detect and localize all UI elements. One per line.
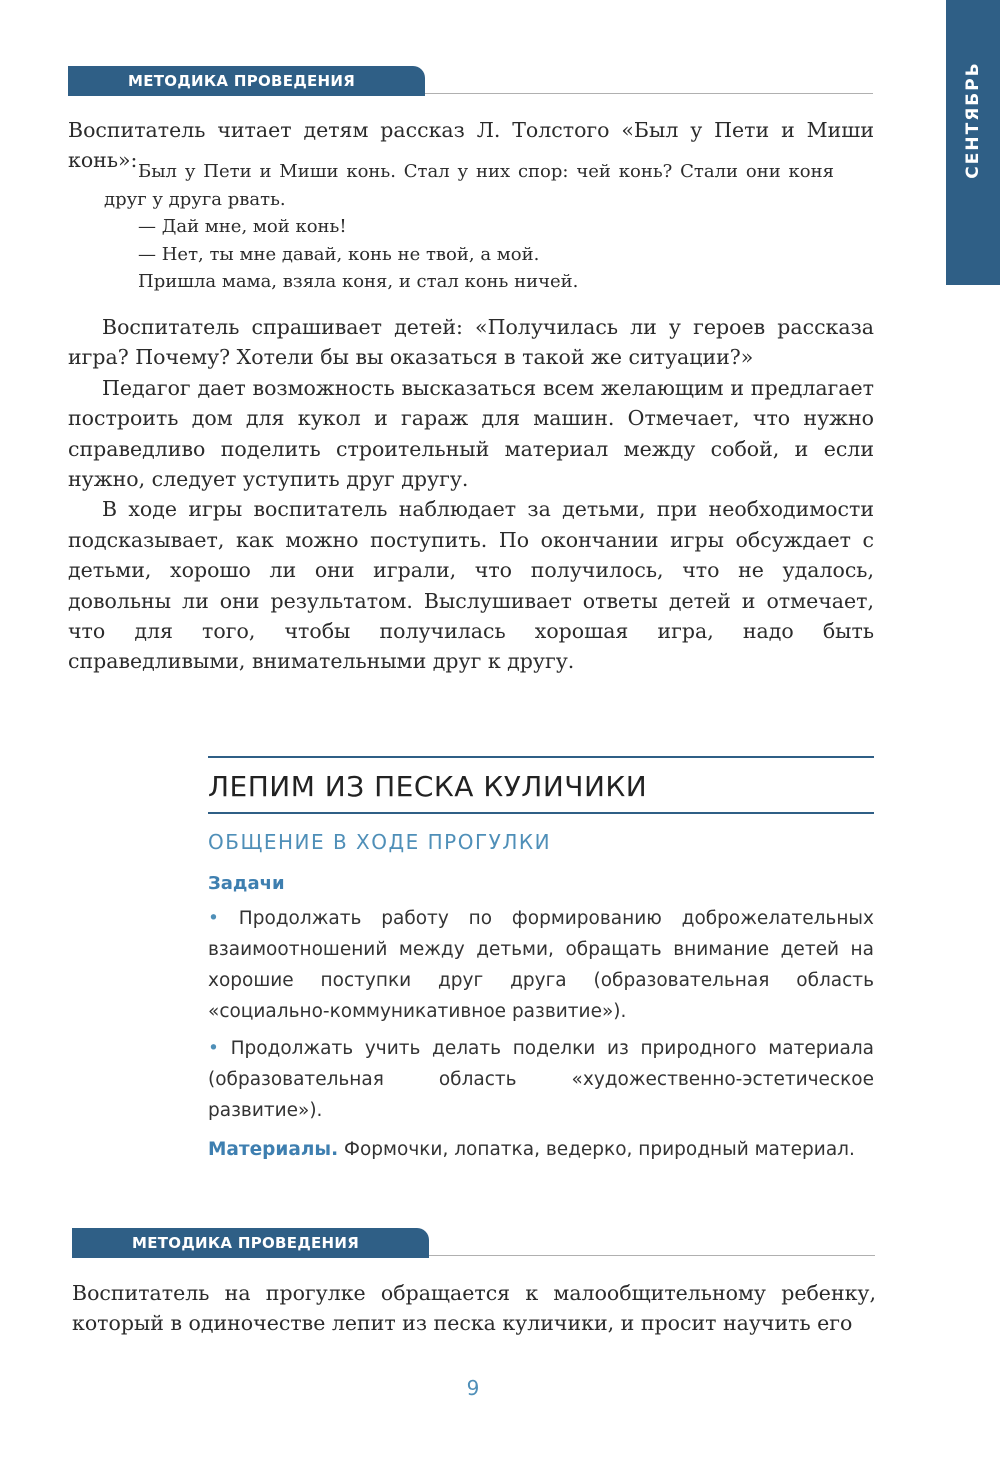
task-item bbox=[208, 1033, 874, 1126]
tasks-list bbox=[208, 903, 874, 1165]
section-title: ЛЕПИМ ИЗ ПЕСКА КУЛИЧИКИ bbox=[208, 770, 648, 803]
method-header-2 bbox=[72, 1228, 875, 1258]
closing-paragraph: Воспитатель на прогулке обращается к малообщительному ребенку, который в одиночестве лепит из песка куличики, и просит научить его bbox=[72, 1281, 876, 1336]
task-text: Продолжать работу по формированию доброжелательных взаимоотношений между детьми, обращать внимание детей на хорошие поступки друг друга (образовательная область «социально-коммуникативное развитие»). bbox=[208, 908, 874, 1022]
materials-paragraph bbox=[208, 1134, 874, 1165]
bullet-icon: • bbox=[208, 908, 219, 929]
month-tab-label: СЕНТЯБРЬ bbox=[963, 61, 983, 179]
story-line: Пришла мама, взяла коня, и стал конь ничей. bbox=[138, 271, 579, 293]
method-header-1-label: МЕТОДИКА ПРОВЕДЕНИЯ bbox=[68, 66, 425, 96]
task-item bbox=[208, 903, 874, 1027]
bullet-icon: • bbox=[208, 1038, 219, 1059]
body-paragraph: В ходе игры воспитатель наблюдает за детьми, при необходимости подсказывает, как можно поступить. По окончании игры обсуждает с детьми, хорошо ли они играли, что получилось, что не удалось, довольны ли они результатом. Выслушивает ответы детей и отмечает, что для того, чтобы получилась хорошая игра, надо быть справедливыми, внимательными друг к другу. bbox=[68, 497, 874, 674]
method-header-1 bbox=[68, 66, 873, 96]
closing-text bbox=[72, 1278, 876, 1339]
method-header-2-label: МЕТОДИКА ПРОВЕДЕНИЯ bbox=[72, 1228, 429, 1258]
story-line: — Дай мне, мой конь! bbox=[138, 216, 347, 238]
intro-paragraph: Воспитатель читает детям рассказ Л. Толстого «Был у Пети и Миши конь»: bbox=[68, 118, 874, 173]
body-paragraph: Воспитатель спрашивает детей: «Получилась ли у героев рассказа игра? Почему? Хотели бы вы оказаться в такой же ситуации?» bbox=[68, 315, 874, 370]
story-line: Был у Пети и Миши конь. Стал у них спор: чей конь? Стали они коня друг у друга рвать. bbox=[104, 161, 834, 210]
story-line: — Нет, ты мне давай, конь не твой, а мой. bbox=[138, 243, 540, 265]
task-text: Продолжать учить делать поделки из природного материала (образовательная область «художественно-эстетическое развитие»). bbox=[208, 1038, 874, 1121]
section-top-rule bbox=[208, 756, 874, 758]
section-subtitle: ОБЩЕНИЕ В ХОДЕ ПРОГУЛКИ bbox=[208, 830, 552, 854]
page-number: 9 bbox=[466, 1376, 480, 1400]
body-paragraph: Педагог дает возможность высказаться всем желающим и предлагает построить дом для кукол и гараж для машин. Отмечает, что нужно справедливо поделить строительный материал между собой, и если нужно, следует уступить друг другу. bbox=[68, 375, 874, 492]
section-title-rule bbox=[208, 812, 874, 814]
story-quote bbox=[104, 158, 834, 296]
materials-heading: Материалы. bbox=[208, 1139, 339, 1160]
tasks-heading: Задачи bbox=[208, 873, 285, 894]
materials-text: Формочки, лопатка, ведерко, природный материал. bbox=[338, 1139, 855, 1160]
month-tab bbox=[946, 0, 1000, 285]
body-text bbox=[68, 312, 874, 677]
